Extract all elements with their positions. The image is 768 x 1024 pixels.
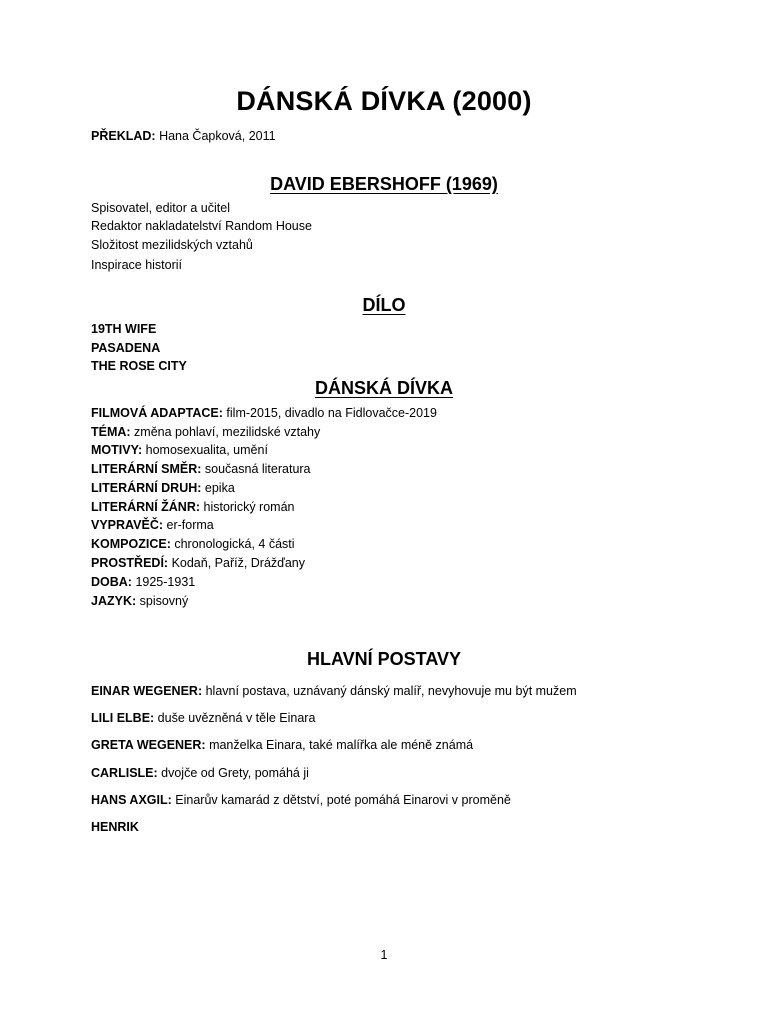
book-heading: DÁNSKÁ DÍVKA [314, 378, 453, 398]
characters-heading: HLAVNÍ POSTAVY [306, 649, 461, 669]
fact-line: DOBA: 1925-1931 [91, 575, 196, 589]
work-item: THE ROSE CITY [91, 359, 187, 373]
author-line: Redaktor nakladatelství Random House [91, 219, 312, 233]
translation-value: Hana Čapková, 2011 [155, 129, 276, 143]
translation-line [91, 128, 276, 144]
document-title: DÁNSKÁ DÍVKA (2000) [236, 86, 532, 116]
fact-line: TÉMA: změna pohlaví, mezilidské vztahy [91, 425, 321, 439]
character-line: HENRIK [91, 820, 139, 834]
fact-line: MOTIVY: homosexualita, umění [91, 443, 268, 457]
character-line: LILI ELBE: duše uvězněná v těle Einara [91, 711, 316, 725]
translation-label: PŘEKLAD: [91, 129, 156, 143]
fact-line: FILMOVÁ ADAPTACE: film-2015, divadlo na Fidlovačce-2019 [91, 406, 437, 420]
fact-line: VYPRAVĚČ: er-forma [91, 518, 214, 532]
fact-line: KOMPOZICE: chronologická, 4 části [91, 537, 295, 551]
character-line: HANS AXGIL: Einarův kamarád z dětství, poté pomáhá Einarovi v proměně [91, 793, 511, 807]
work-item: 19TH WIFE [91, 322, 157, 336]
character-line: CARLISLE: dvojče od Grety, pomáhá ji [91, 766, 309, 780]
fact-line: LITERÁRNÍ DRUH: epika [91, 481, 235, 495]
page-number: 1 [380, 948, 388, 962]
fact-line: JAZYK: spisovný [91, 594, 189, 608]
fact-line: PROSTŘEDÍ: Kodaň, Paříž, Drážďany [91, 556, 306, 570]
works-heading: DÍLO [362, 295, 406, 315]
character-line: EINAR WEGENER: hlavní postava, uznávaný dánský malíř, nevyhovuje mu být mužem [91, 684, 577, 698]
work-item: PASADENA [91, 341, 161, 355]
author-heading: DAVID EBERSHOFF (1969) [270, 174, 498, 194]
fact-line: LITERÁRNÍ SMĚR: současná literatura [91, 462, 311, 476]
author-line: Složitost mezilidských vztahů [91, 238, 253, 252]
fact-line: LITERÁRNÍ ŽÁNR: historický román [91, 500, 295, 514]
author-line: Inspirace historií [91, 258, 183, 272]
author-line: Spisovatel, editor a učitel [91, 201, 230, 215]
character-line: GRETA WEGENER: manželka Einara, také malířka ale méně známá [91, 738, 474, 752]
